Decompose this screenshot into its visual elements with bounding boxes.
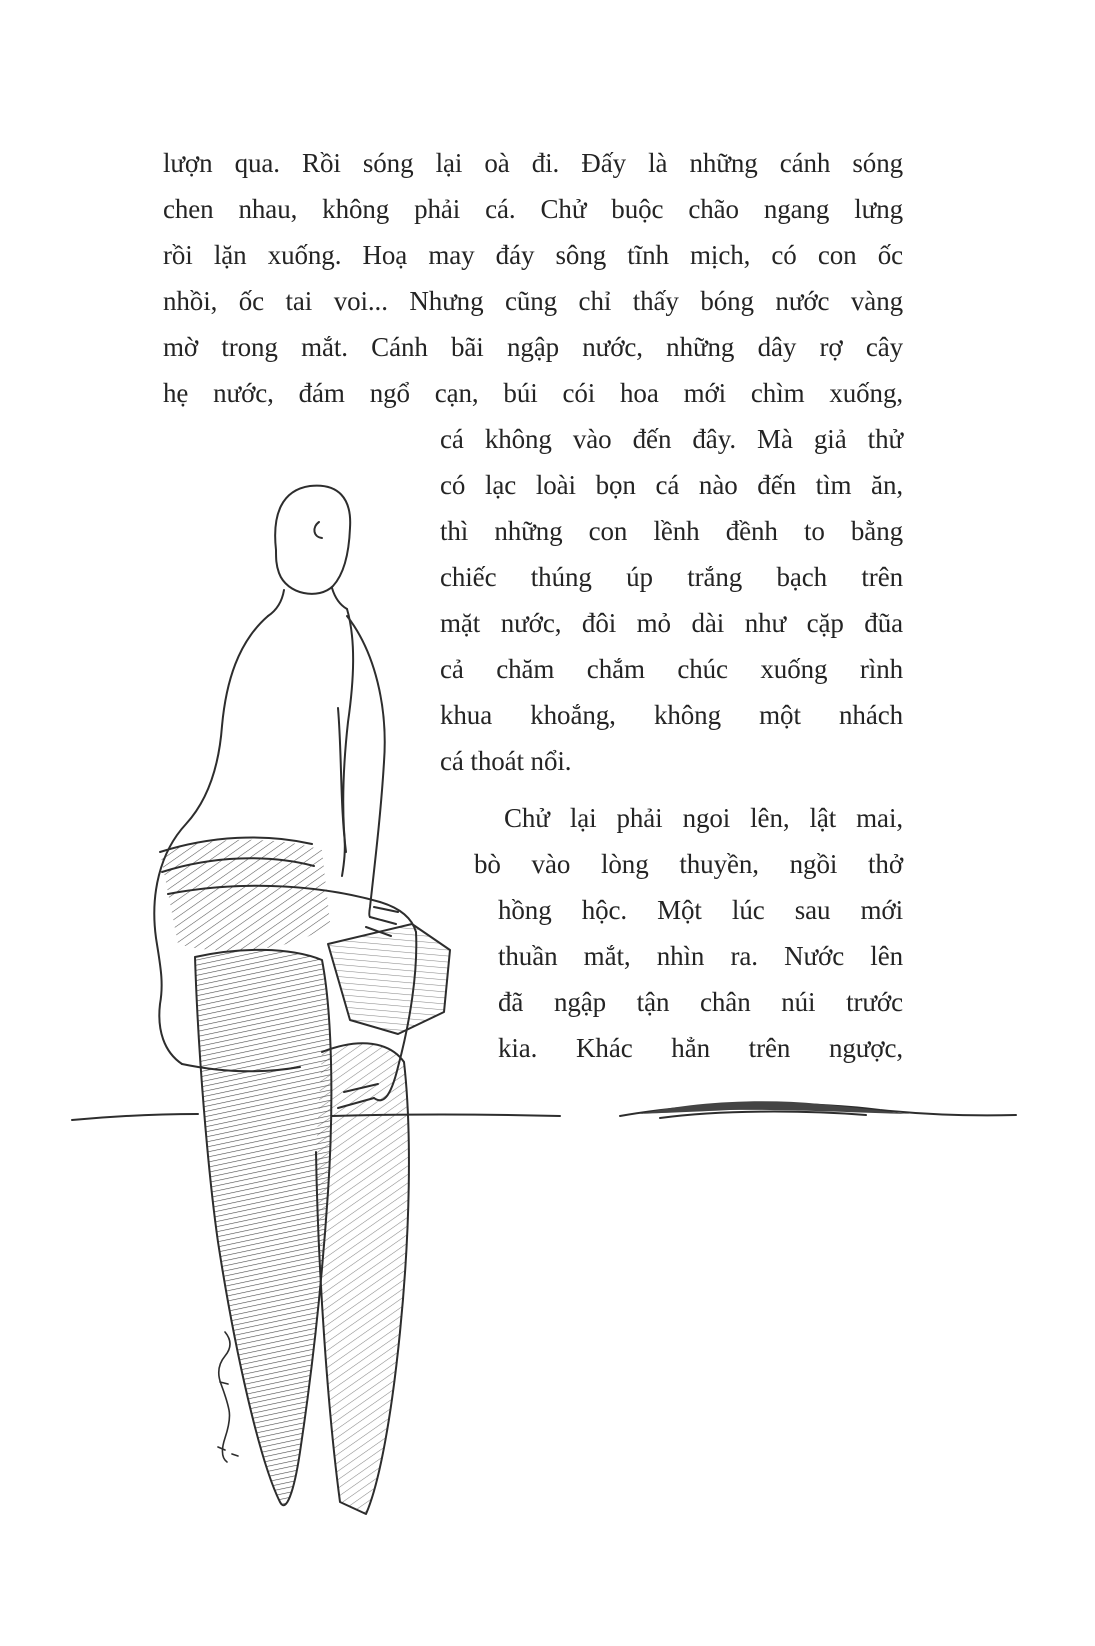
paragraph-2 <box>440 795 903 1071</box>
text-line: cá không vào đến đây. Mà giả thử <box>440 424 903 454</box>
page-text <box>163 140 903 1071</box>
paragraph-1-wrapped <box>440 416 903 784</box>
text-line: có lạc loài bọn cá nào đến tìm ăn, <box>440 470 903 500</box>
text-line: thuần mắt, nhìn ra. Nước lên <box>498 941 903 971</box>
text-line: hẹ nước, đám ngổ cạn, búi cói hoa mới chìm xuống, <box>163 378 903 408</box>
text-line: thì những con lềnh đềnh to bằng <box>440 516 903 546</box>
text-line: chiếc thúng úp trắng bạch trên <box>440 562 903 592</box>
text-line: mặt nước, đôi mỏ dài như cặp đũa <box>440 608 903 638</box>
text-line: Chử lại phải ngoi lên, lật mai, <box>504 803 903 833</box>
paragraph-1-full-width <box>163 140 903 416</box>
text-line: hồng hộc. Một lúc sau mới <box>498 895 903 925</box>
text-line: đã ngập tận chân núi trước <box>498 987 903 1017</box>
text-line: nhồi, ốc tai voi... Nhưng cũng chỉ thấy bóng nước vàng <box>163 286 903 316</box>
text-line: rồi lặn xuống. Hoạ may đáy sông tĩnh mịch, có con ốc <box>163 240 903 270</box>
text-line: khua khoắng, không một nhách <box>440 700 903 730</box>
text-line: chen nhau, không phải cá. Chử buộc chão ngang lưng <box>163 194 903 224</box>
text-line: kia. Khác hẳn trên ngược, <box>498 1033 903 1063</box>
signature-squiggle <box>218 1332 238 1462</box>
text-line: bò vào lòng thuyền, ngồi thở <box>474 849 903 879</box>
text-line: mờ trong mắt. Cánh bãi ngập nước, những dây rợ cây <box>163 332 903 362</box>
text-line: cá thoát nổi. <box>440 746 572 776</box>
text-line: lượn qua. Rồi sóng lại oà đi. Đấy là những cánh sóng <box>163 148 903 178</box>
text-line: cả chăm chắm chúc xuống rình <box>440 654 903 684</box>
